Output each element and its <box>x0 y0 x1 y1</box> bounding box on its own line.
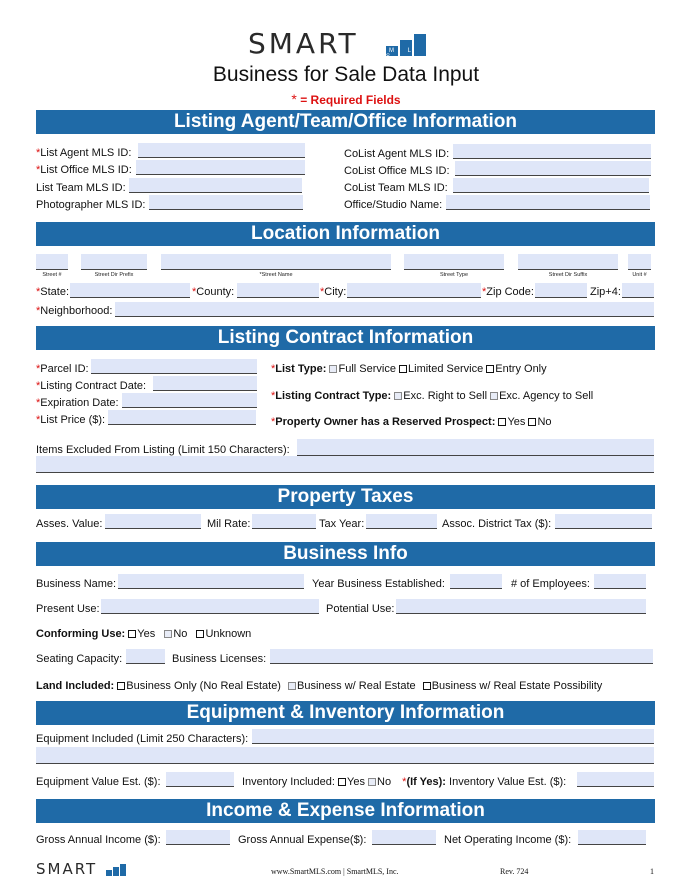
inventory-no-checkbox[interactable] <box>368 778 376 786</box>
noi-field[interactable] <box>578 830 646 845</box>
section-income-header: Income & Expense Information <box>36 799 655 823</box>
asses-label: Asses. Value: <box>36 518 103 530</box>
street-type-caption: Street Type <box>439 272 469 278</box>
excluded-field-1[interactable] <box>297 439 654 456</box>
list-price-label: *List Price ($): <box>36 414 106 426</box>
mil-label: Mil Rate: <box>207 518 251 530</box>
street-dir-prefix-caption: Street Dir Prefix <box>94 272 134 278</box>
city-label: *City: <box>320 286 347 298</box>
gross-income-label: Gross Annual Income ($): <box>36 834 161 846</box>
contract-type-row: *Listing Contract Type: Exc. Right to Sell Exc. Agency to Sell <box>271 390 594 402</box>
colist-agent-field[interactable] <box>453 144 651 159</box>
neighborhood-label: *Neighborhood: <box>36 305 113 317</box>
state-field[interactable] <box>70 283 190 298</box>
limited-service-checkbox[interactable] <box>399 365 407 373</box>
list-price-field[interactable] <box>108 410 256 425</box>
list-team-label: List Team MLS ID: <box>36 182 126 194</box>
street-name-caption: *Street Name <box>259 272 293 278</box>
exc-agency-checkbox[interactable] <box>490 392 498 400</box>
contract-date-label: *Listing Contract Date: <box>36 380 147 392</box>
parcel-field[interactable] <box>91 359 257 374</box>
logo-bars-icon <box>386 34 428 60</box>
land-possibility-checkbox[interactable] <box>423 682 431 690</box>
section-location-header: Location Information <box>36 222 655 246</box>
excluded-label: Items Excluded From Listing (Limit 150 Characters): <box>36 444 290 456</box>
photographer-field[interactable] <box>149 195 303 210</box>
equipment-included-field-2[interactable] <box>36 747 654 764</box>
photographer-label: Photographer MLS ID: <box>36 199 146 211</box>
street-number-field[interactable] <box>36 254 68 270</box>
expiration-field[interactable] <box>122 393 257 408</box>
footer-site: www.SmartMLS.com | SmartMLS, Inc. <box>271 867 399 876</box>
county-label: *County: <box>192 286 235 298</box>
noi-label: Net Operating Income ($): <box>444 834 572 846</box>
street-dir-suffix-caption: Street Dir Suffix <box>548 272 588 278</box>
seating-field[interactable] <box>126 649 165 664</box>
expiration-label: *Expiration Date: <box>36 397 119 409</box>
business-name-field[interactable] <box>118 574 304 589</box>
list-agent-field[interactable] <box>138 143 305 158</box>
full-service-checkbox[interactable] <box>329 365 337 373</box>
parcel-label: *Parcel ID: <box>36 363 89 375</box>
street-number-caption: Street # <box>42 272 62 278</box>
land-business-only-checkbox[interactable] <box>117 682 125 690</box>
street-name-field[interactable] <box>161 254 391 270</box>
section-contract-header: Listing Contract Information <box>36 326 655 350</box>
equipment-value-field[interactable] <box>166 772 234 787</box>
colist-team-label: CoList Team MLS ID: <box>344 182 448 194</box>
inventory-row: Inventory Included: Yes No *(If Yes): Inventory Value Est. ($): <box>242 776 567 788</box>
employees-field[interactable] <box>594 574 646 589</box>
section-agent-header: Listing Agent/Team/Office Information <box>36 110 655 134</box>
tax-year-field[interactable] <box>366 514 437 529</box>
unit-number-field[interactable] <box>628 254 651 270</box>
office-studio-label: Office/Studio Name: <box>344 199 443 211</box>
land-with-real-estate-checkbox[interactable] <box>288 682 296 690</box>
list-team-field[interactable] <box>129 178 302 193</box>
smartmls-logo <box>248 28 359 60</box>
present-use-field[interactable] <box>101 599 319 614</box>
office-studio-field[interactable] <box>446 195 650 210</box>
footer-page-number: 1 <box>650 867 654 876</box>
street-dir-suffix-field[interactable] <box>518 254 618 270</box>
colist-team-field[interactable] <box>453 178 649 193</box>
list-type-row: *List Type: Full Service Limited Service Entry Only <box>271 363 547 375</box>
gross-income-field[interactable] <box>166 830 230 845</box>
assoc-tax-field[interactable] <box>555 514 652 529</box>
licenses-field[interactable] <box>270 649 653 664</box>
reserved-yes-checkbox[interactable] <box>498 418 506 426</box>
assoc-tax-label: Assoc. District Tax ($): <box>442 518 552 530</box>
conforming-yes-checkbox[interactable] <box>128 630 136 638</box>
section-taxes-header: Property Taxes <box>36 485 655 509</box>
list-office-field[interactable] <box>136 160 305 175</box>
zip4-field[interactable] <box>622 283 654 298</box>
county-field[interactable] <box>237 283 319 298</box>
seating-label: Seating Capacity: <box>36 653 123 665</box>
footer-logo-bars-icon <box>106 864 127 876</box>
equipment-included-label: Equipment Included (Limit 250 Characters): <box>36 733 249 745</box>
required-note: * = Required Fields <box>291 91 401 107</box>
licenses-label: Business Licenses: <box>172 653 267 665</box>
street-dir-prefix-field[interactable] <box>81 254 147 270</box>
contract-date-field[interactable] <box>153 376 257 391</box>
zip-field[interactable] <box>535 283 587 298</box>
conforming-unknown-checkbox[interactable] <box>196 630 204 638</box>
equipment-included-field-1[interactable] <box>252 729 654 744</box>
entry-only-checkbox[interactable] <box>486 365 494 373</box>
street-type-field[interactable] <box>404 254 504 270</box>
mil-field[interactable] <box>252 514 316 529</box>
potential-use-label: Potential Use: <box>326 603 395 615</box>
state-label: *State: <box>36 286 70 298</box>
equipment-value-label: Equipment Value Est. ($): <box>36 776 161 788</box>
neighborhood-field[interactable] <box>115 302 654 317</box>
employees-label: # of Employees: <box>511 578 590 590</box>
colist-office-label: CoList Office MLS ID: <box>344 165 450 177</box>
gross-expense-field[interactable] <box>372 830 436 845</box>
city-field[interactable] <box>347 283 481 298</box>
conforming-row: Conforming Use: Yes No Unknown <box>36 628 252 640</box>
potential-use-field[interactable] <box>396 599 646 614</box>
inventory-yes-checkbox[interactable] <box>338 778 346 786</box>
tax-year-label: Tax Year: <box>319 518 365 530</box>
footer-rev: Rev. 724 <box>500 867 529 876</box>
list-agent-label: *List Agent MLS ID: <box>36 147 132 159</box>
page-title: Business for Sale Data Input <box>212 63 480 86</box>
year-established-field[interactable] <box>450 574 502 589</box>
year-established-label: Year Business Established: <box>312 578 445 590</box>
land-included-row: Land Included: Business Only (No Real Estate) Business w/ Real Estate Business w/ Real Estate Possibility <box>36 680 603 692</box>
present-use-label: Present Use: <box>36 603 100 615</box>
list-office-label: *List Office MLS ID: <box>36 164 132 176</box>
asses-field[interactable] <box>105 514 201 529</box>
footer-logo: SMART <box>36 860 98 878</box>
business-name-label: Business Name: <box>36 578 117 590</box>
reserved-no-checkbox[interactable] <box>528 418 536 426</box>
section-equipment-header: Equipment & Inventory Information <box>36 701 655 725</box>
exc-right-checkbox[interactable] <box>394 392 402 400</box>
logo-sub: M L S <box>386 48 417 60</box>
conforming-no-checkbox[interactable] <box>164 630 172 638</box>
inventory-value-field[interactable] <box>577 772 654 787</box>
colist-agent-label: CoList Agent MLS ID: <box>344 148 450 160</box>
unit-number-caption: Unit # <box>632 272 647 278</box>
gross-expense-label: Gross Annual Expense($): <box>238 834 367 846</box>
excluded-field-2[interactable] <box>36 456 654 473</box>
zip4-label: Zip+4: <box>590 286 621 298</box>
section-business-header: Business Info <box>36 542 655 566</box>
zip-label: *Zip Code: <box>482 286 534 298</box>
reserved-prospect-row: *Property Owner has a Reserved Prospect: Yes No <box>271 416 552 428</box>
logo-text: SMART <box>248 27 359 60</box>
colist-office-field[interactable] <box>455 161 651 176</box>
